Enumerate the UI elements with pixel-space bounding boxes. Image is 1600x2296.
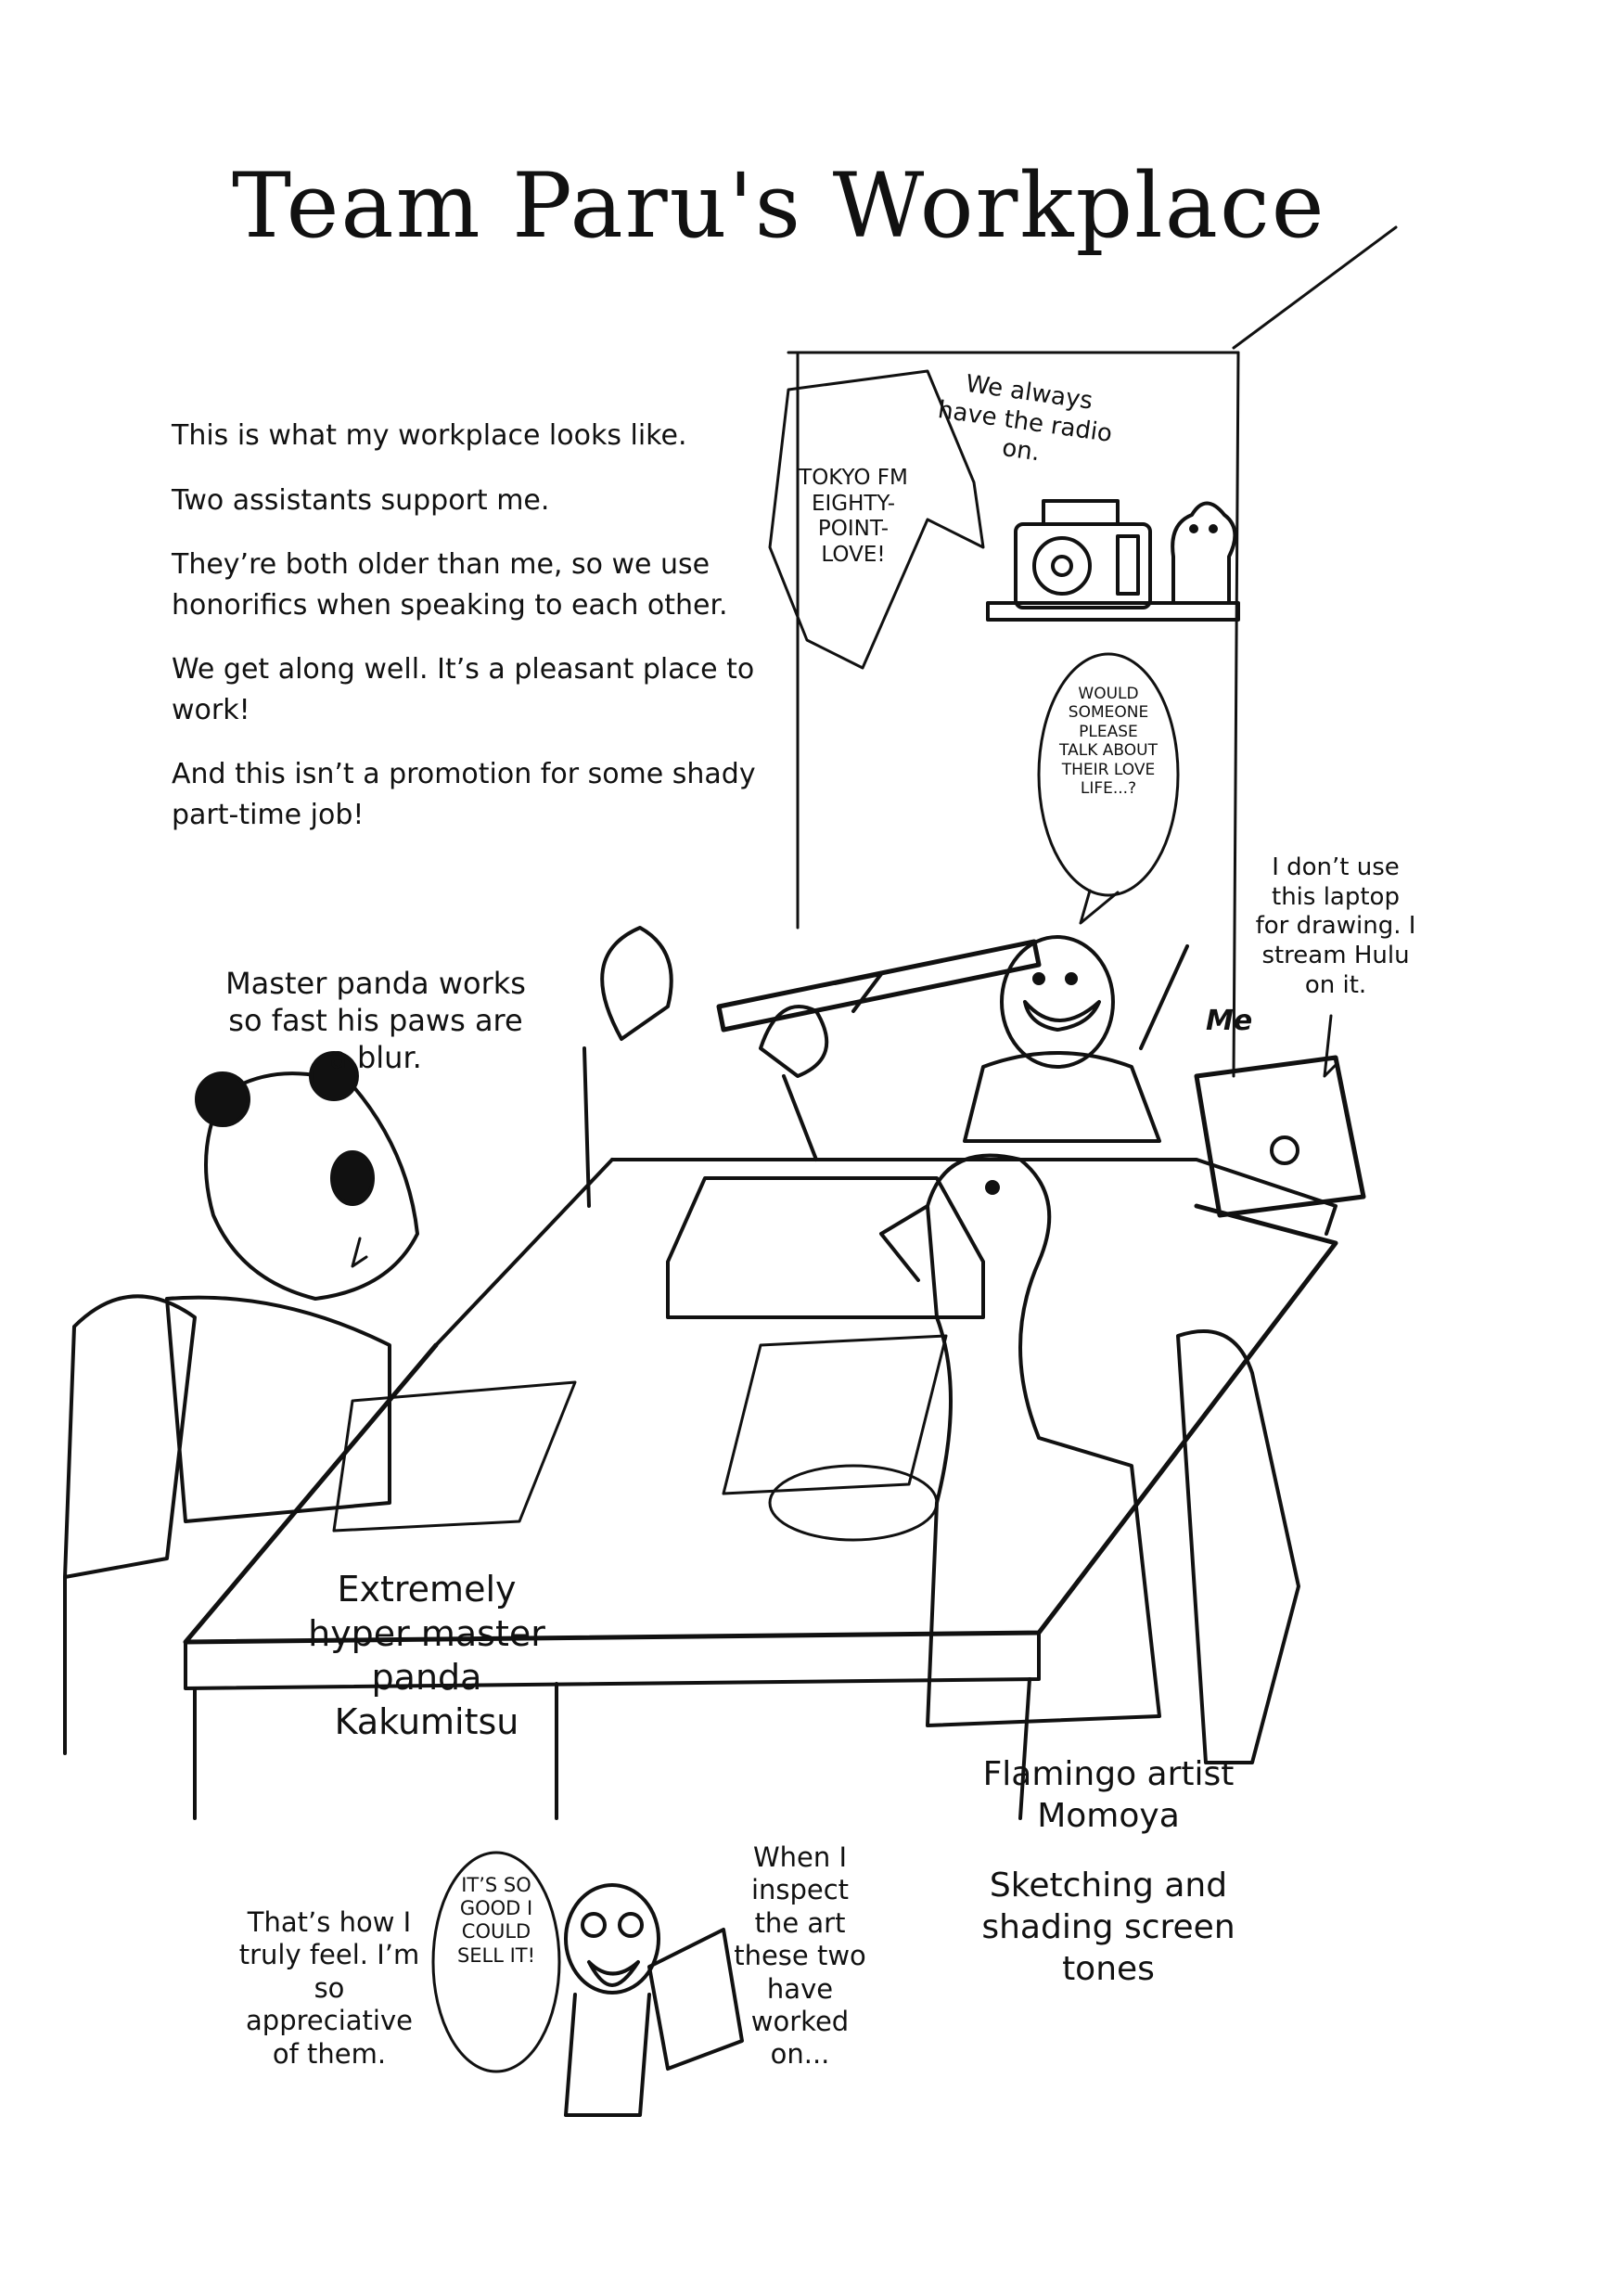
intro-line-3: They’re both older than me, so we use honorifics when speaking to each other. xyxy=(172,548,728,622)
desk-lamp-icon xyxy=(719,942,1039,1030)
intro-line-5: And this isn’t a promotion for some shady part-time job! xyxy=(172,758,756,831)
intro-text xyxy=(172,416,765,859)
panda-note: Master panda works so fast his paws are a blur. xyxy=(225,966,526,1075)
inspecting-duck-character xyxy=(566,1885,742,2115)
intro-line-4: We get along well. It’s a pleasant place to work! xyxy=(172,653,755,726)
flamingo-role: Sketching and shading screen tones xyxy=(981,1866,1235,1988)
radio-icon xyxy=(1016,501,1150,608)
radio-bubble-text: TOKYO FM EIGHTY-POINT-LOVE! xyxy=(799,466,908,567)
flamingo-caption: Flamingo artist Momoya xyxy=(982,1755,1235,1835)
laptop-note: I don’t use this laptop for drawing. I stream Hulu on it. xyxy=(1255,853,1416,999)
panda-caption: Extremely hyper master panda Kakumitsu xyxy=(308,1569,545,1742)
panda-character xyxy=(167,1053,417,1521)
left-chair xyxy=(65,1296,195,1577)
sell-bubble-text: IT’S SO GOOD I COULD SELL IT! xyxy=(456,1874,536,1967)
inspect-note: When I inspect the art these two have worked on... xyxy=(734,1841,866,2071)
right-chair xyxy=(1178,1331,1299,1763)
laptop-icon xyxy=(1197,1058,1363,1215)
dog-figurine-icon xyxy=(1172,504,1235,604)
flamingo-character xyxy=(881,1156,1159,1725)
feel-note: That’s how I truly feel. I’m so appreciative of them. xyxy=(238,1906,420,2070)
duck-character xyxy=(965,937,1187,1141)
intro-line-1: This is what my workplace looks like. xyxy=(172,419,687,452)
intro-line-2: Two assistants support me. xyxy=(172,483,550,517)
radio-note: We always have the radio on. xyxy=(936,369,1114,468)
love-bubble-text: WOULD SOMEONE PLEASE TALK ABOUT THEIR LOVE LIFE...? xyxy=(1059,685,1158,798)
left-lamp-icon xyxy=(584,928,826,1206)
me-label: Me xyxy=(1206,1005,1253,1037)
page-title: Team Paru's Workplace xyxy=(232,154,1326,258)
